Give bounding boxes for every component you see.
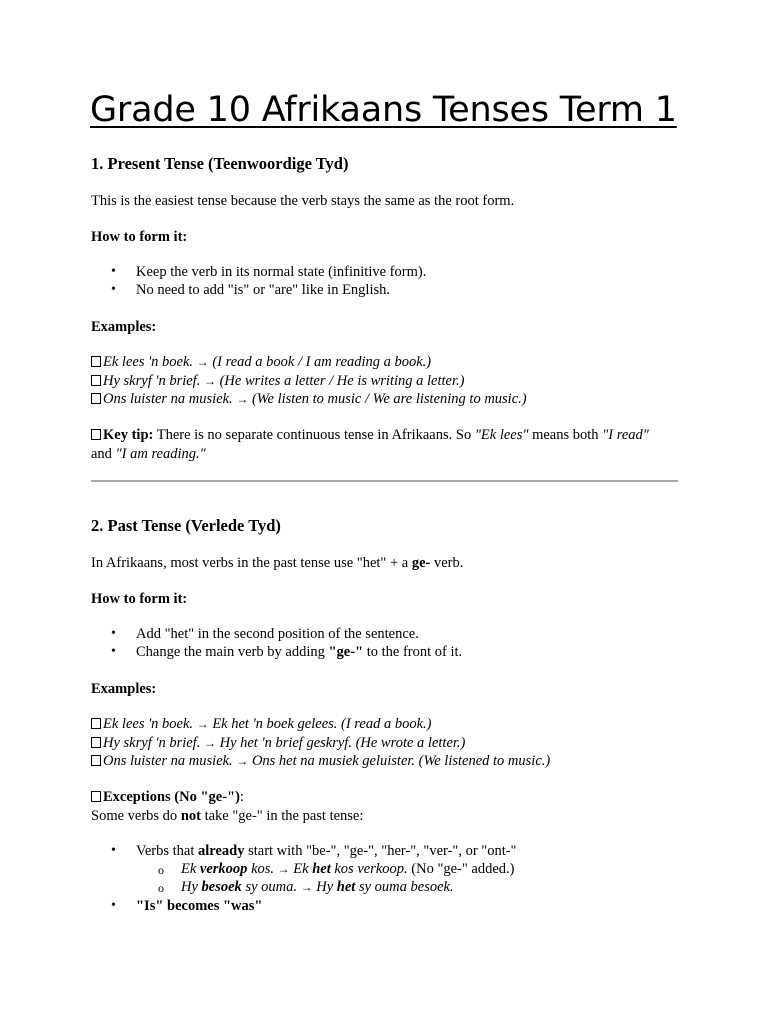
arrow-icon: →	[236, 754, 249, 768]
bullet-dot: •	[111, 898, 116, 913]
past-heading: 2. Past Tense (Verlede Tyd)	[91, 516, 281, 535]
checkbox-icon	[91, 356, 101, 367]
past-example-2: Hy skryf 'n brief. → Hy het 'n brief geskryf. (He wrote a letter.)	[91, 734, 465, 752]
page-title: Grade 10 Afrikaans Tenses Term 1	[90, 90, 677, 130]
present-heading: 1. Present Tense (Teenwoordige Tyd)	[91, 154, 349, 173]
present-examples-label: Examples:	[91, 319, 157, 335]
bullet-dot: •	[111, 282, 116, 297]
checkbox-icon	[91, 737, 101, 748]
arrow-icon: →	[277, 862, 290, 876]
bullet-dot: •	[111, 626, 116, 641]
exceptions-heading: Exceptions (No "ge-"):	[91, 788, 244, 806]
present-intro: This is the easiest tense because the verb stays the same as the root form.	[91, 193, 515, 209]
bullet-dot: •	[111, 644, 116, 659]
key-tip: Key tip: There is no separate continuous tense in Afrikaans. So "Ek lees" means both "I read"	[91, 426, 649, 444]
key-tip-continued: and "I am reading."	[91, 446, 206, 462]
present-example-1: Ek lees 'n boek. → (I read a book / I am reading a book.)	[91, 353, 431, 371]
checkbox-icon	[91, 393, 101, 404]
checkbox-icon	[91, 375, 101, 386]
past-how-label: How to form it:	[91, 591, 188, 607]
warning-icon	[91, 791, 101, 802]
present-how-label: How to form it:	[91, 229, 188, 245]
circle-bullet: o	[158, 863, 164, 877]
past-example-1: Ek lees 'n boek. → Ek het 'n boek gelees. (I read a book.)	[91, 715, 431, 733]
past-examples-label: Examples:	[91, 681, 157, 697]
arrow-icon: →	[196, 355, 209, 369]
arrow-icon: →	[203, 374, 216, 388]
checkbox-icon	[91, 755, 101, 766]
past-example-3: Ons luister na musiek. → Ons het na musiek geluister. (We listened to music.)	[91, 752, 550, 770]
tip-icon	[91, 429, 101, 440]
document-page: Grade 10 Afrikaans Tenses Term 1 1. Present Tense (Teenwoordige Tyd) This is the easiest tense because the verb stays the same as the root form. How to form it: • Keep the verb in its normal state (infinitive form). • No need to add "is" or "are" like in English. Examples: Ek lees 'n boek. → (I read a book / I am reading a book.) Hy skryf 'n brief. → (He writes a letter / He is writing a letter.) Ons luister na musiek. → (We listen to music / We are listening to music.) Key tip: There is no separate continuous tense in Afrikaans. So "Ek lees" means both "I read" and "I am reading." 2. Past Tense (Verlede Tyd) In Afrikaans, most verbs in the past tense use "het" + a ge- verb. How to form it: • Add "het" in the second position of the sentence. • Change the main verb by adding "ge-" to the front of it. Examples: Ek lees 'n boek. → Ek het 'n boek gelees. (I read a book.) Hy skryf 'n brief. → Hy het 'n brief geskryf. (He wrote a letter.) Ons luister na musiek. → Ons het na musiek geluister. (We listened to music.) Exceptions (No "ge-"): Some verbs do not take "ge-" in the past tense: • Verbs that already start with "be-", "ge-", "her-", "ver-", or "ont-" o Ek verkoop kos. → Ek het kos verkoop. (No "ge-" added.) o Hy besoek sy ouma. → Hy het sy ouma besoek. • "Is" becomes "was"	[90, 90, 677, 914]
bullet-dot: •	[111, 264, 116, 279]
section-divider	[91, 480, 678, 482]
arrow-icon: →	[203, 736, 216, 750]
present-example-3: Ons luister na musiek. → (We listen to music / We are listening to music.)	[91, 390, 527, 408]
circle-bullet: o	[158, 881, 164, 895]
present-example-2: Hy skryf 'n brief. → (He writes a letter / He is writing a letter.)	[91, 372, 464, 390]
arrow-icon: →	[300, 880, 313, 894]
arrow-icon: →	[196, 717, 209, 731]
checkbox-icon	[91, 718, 101, 729]
bullet-dot: •	[111, 843, 116, 858]
arrow-icon: →	[236, 392, 249, 406]
past-intro: In Afrikaans, most verbs in the past tense use "het" + a ge- verb.	[91, 555, 464, 571]
exceptions-intro: Some verbs do not take "ge-" in the past tense:	[91, 808, 364, 824]
